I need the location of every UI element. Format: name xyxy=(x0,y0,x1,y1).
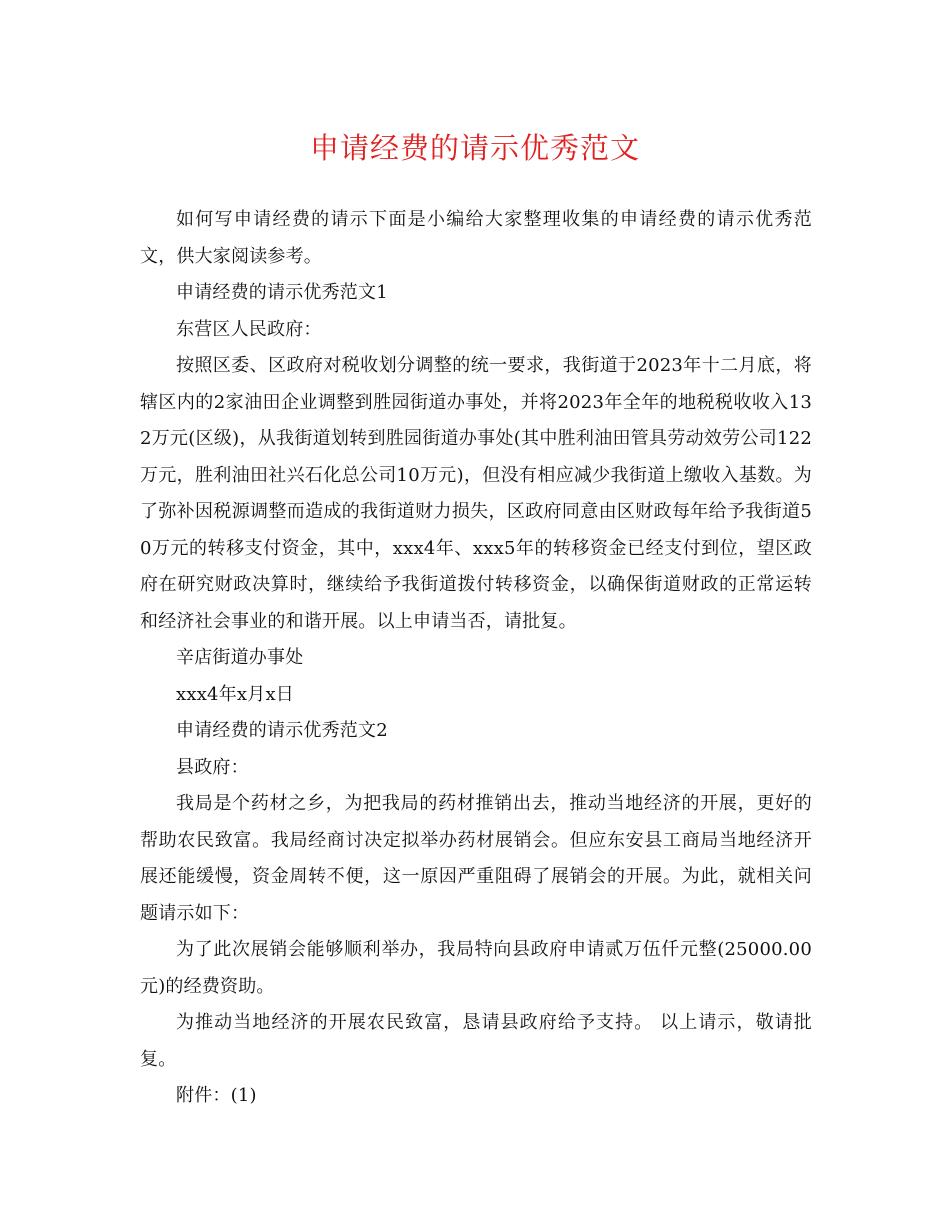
signature-office: 辛店街道办事处 xyxy=(176,647,304,668)
body-paragraph: 我局是个药材之乡，为把我局的药材推销出去，推动当地经济的开展，更好的帮助农民致富。我局经商讨决定拟举办药材展销会。但应东安县工商局当地经济开展还能缓慢，资金周转不便，这一原因严重阻碍了展销会的开展。为此，就相关问题请示如下： xyxy=(140,793,812,924)
intro-paragraph: 如何写申请经费的请示下面是小编给大家整理收集的申请经费的请示优秀范文，供大家阅读参考。 xyxy=(140,209,812,267)
section-heading-2: 申请经费的请示优秀范文2 xyxy=(176,720,388,741)
signature-date: xxx4年x月x日 xyxy=(176,683,295,705)
document-body xyxy=(140,202,812,1115)
body-paragraph: 按照区委、区政府对税收划分调整的统一要求，我街道于2023年十二月底，将辖区内的2家油田企业调整到胜园街道办事处，并将2023年全年的地税税收收入132万元(区级)，从我街道划转到胜园街道办事处(其中胜利油田管具劳动效劳公司122万元，胜利油田社兴石化总公司10万元)，但没有相应减少我街道上缴收入基数。为了弥补因税源调整而造成的我街道财力损失，区政府同意由区财政每年给予我街道50万元的转移支付资金，其中，xxx4年、xxx5年的转移资金已经支付到位，望区政府在研究财政决算时，继续给予我街道拨付转移资金，以确保街道财政的正常运转和经济社会事业的和谐开展。以上申请当否，请批复。 xyxy=(140,355,812,632)
body-paragraph: 为推动当地经济的开展农民致富，恳请县政府给予支持。 以上请示，敬请批复。 xyxy=(140,1012,812,1070)
body-paragraph: 为了此次展销会能够顺利举办，我局特向县政府申请贰万伍仟元整(25000.00元)的经费资助。 xyxy=(140,939,812,997)
attachment-line: 附件：(1) xyxy=(176,1085,257,1106)
salutation-2: 县政府： xyxy=(176,756,249,778)
salutation-1: 东营区人民政府： xyxy=(176,318,322,340)
document-title: 申请经费的请示优秀范文 xyxy=(309,131,640,165)
section-heading-1: 申请经费的请示优秀范文1 xyxy=(176,282,388,303)
